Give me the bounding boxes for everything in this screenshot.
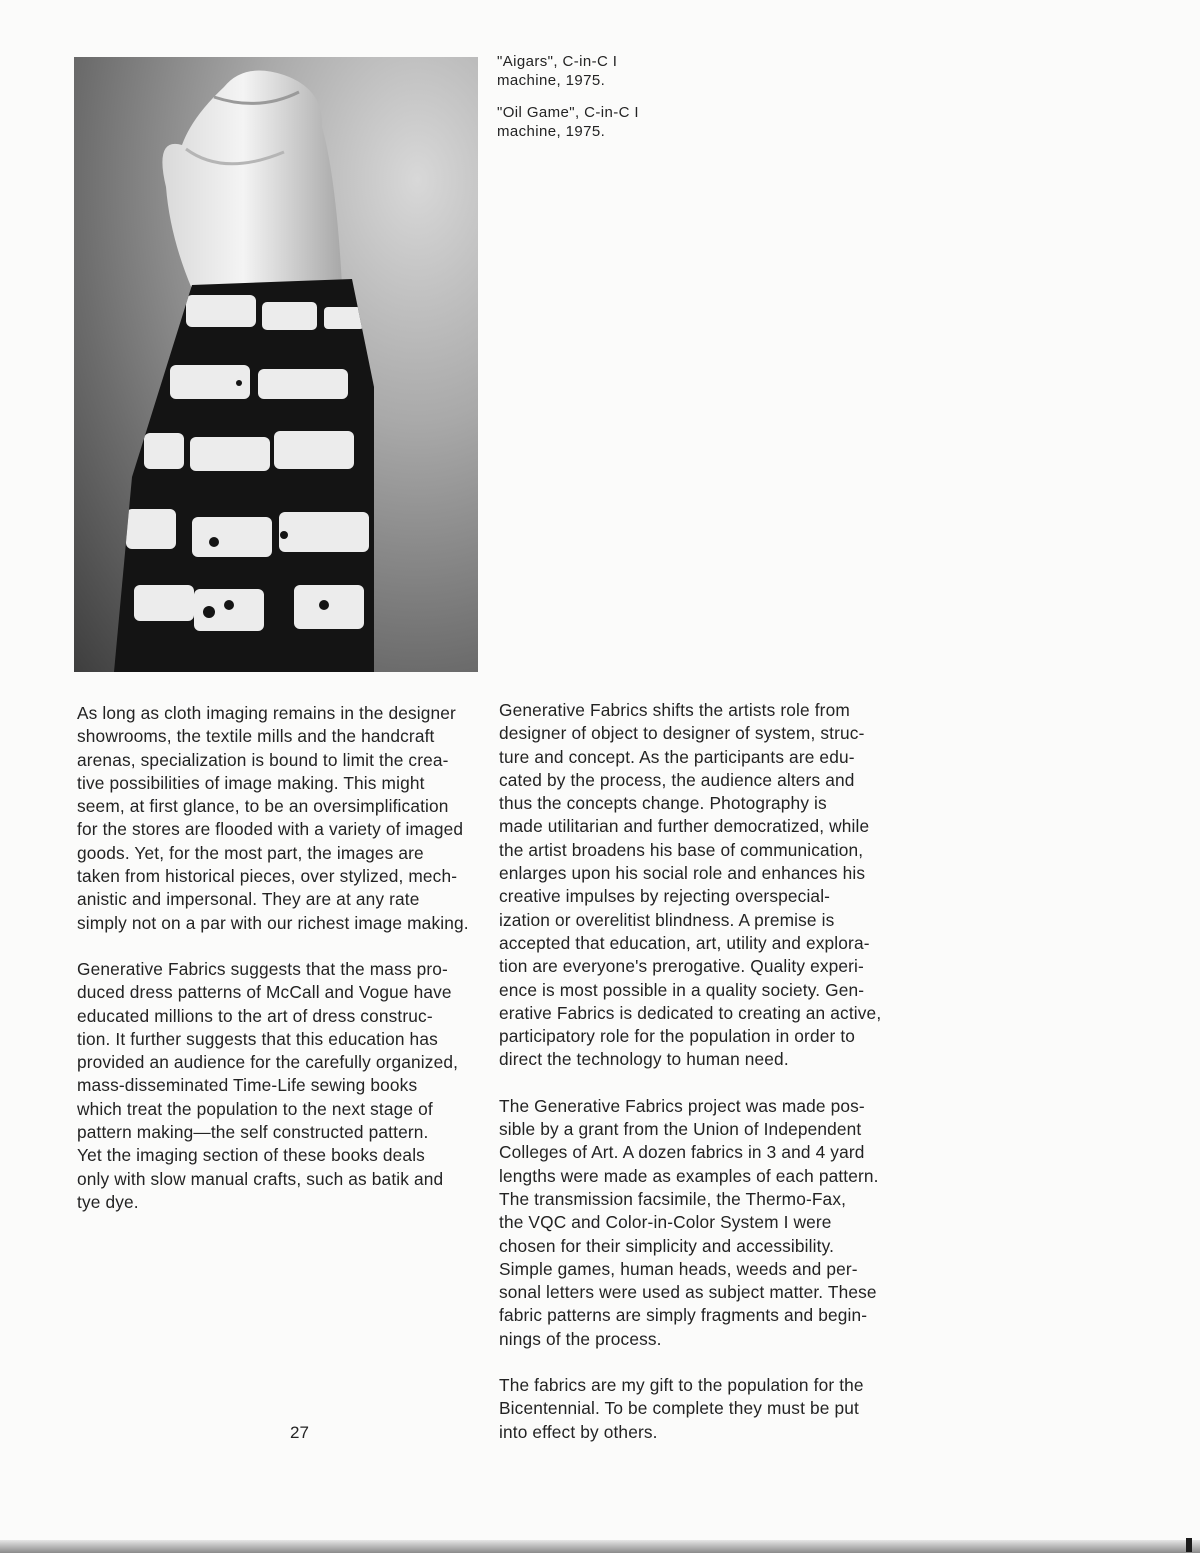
caption-aigars [497, 52, 697, 90]
text-line: Colleges of Art. A dozen fabrics in 3 and 4 yard [499, 1142, 865, 1163]
text-line: ization or overelitist blindness. A premise is [499, 909, 835, 930]
text-line: participatory role for the population in order to [499, 1026, 856, 1047]
page-number: 27 [290, 1423, 309, 1442]
caption-oil-game [497, 103, 697, 141]
text-line: sonal letters were used as subject matter. These [499, 1282, 877, 1303]
mannequin-photo [74, 57, 478, 672]
text-line: showrooms, the textile mills and the handcraft [77, 726, 435, 747]
text-line: tion are everyone's prerogative. Quality experi- [499, 956, 864, 977]
text-line: Simple games, human heads, weeds and per- [499, 1258, 858, 1279]
caption-line: "Oil Game", C-in-C I [497, 104, 639, 121]
text-line: sible by a grant from the Union of Independent [499, 1119, 862, 1140]
text-line: pattern making—the self constructed pattern. [77, 1122, 429, 1143]
text-line: designer of object to designer of system, struc- [499, 723, 865, 744]
text-line: lengths were made as examples of each pattern. [499, 1165, 879, 1186]
text-line: anistic and impersonal. They are at any rate [77, 889, 420, 910]
caption-line: "Aigars", C-in-C I [497, 53, 618, 70]
text-line: tye dye. [77, 1191, 139, 1212]
right-column [499, 699, 899, 1467]
text-line: cated by the process, the audience alters and [499, 769, 855, 790]
page-bottom-edge [0, 1540, 1200, 1553]
photo-captions [497, 52, 697, 154]
mannequin-figure-graphic [74, 57, 478, 672]
caption-line: machine, 1975. [497, 123, 606, 140]
text-line: direct the technology to human need. [499, 1049, 789, 1070]
text-line: ence is most possible in a quality society. Gen- [499, 979, 865, 1000]
text-line: chosen for their simplicity and accessibility. [499, 1235, 835, 1256]
text-line: simply not on a par with our richest image making. [77, 912, 469, 933]
text-line: ture and concept. As the participants are edu- [499, 746, 855, 767]
text-line: taken from historical pieces, over stylized, mech- [77, 866, 458, 887]
text-line: only with slow manual crafts, such as batik and [77, 1168, 444, 1189]
text-line: accepted that education, art, utility and explora- [499, 932, 870, 953]
text-line: fabric patterns are simply fragments and begin- [499, 1305, 868, 1326]
text-line: The Generative Fabrics project was made pos- [499, 1095, 865, 1116]
text-line: goods. Yet, for the most part, the images are [77, 842, 424, 863]
printed-skirt [104, 272, 394, 672]
text-line: which treat the population to the next stage of [77, 1098, 433, 1119]
text-line: made utilitarian and further democratized, while [499, 816, 870, 837]
text-line: tion. It further suggests that this education has [77, 1028, 438, 1049]
text-line: seem, at first glance, to be an oversimplification [77, 796, 449, 817]
text-line: the artist broadens his base of communication, [499, 839, 864, 860]
caption-line: machine, 1975. [497, 72, 606, 89]
text-line: educated millions to the art of dress construc- [77, 1005, 433, 1026]
text-line: thus the concepts change. Photography is [499, 793, 827, 814]
text-line: The transmission facsimile, the Thermo-Fax, [499, 1188, 847, 1209]
text-line: into effect by others. [499, 1421, 658, 1442]
text-line: Yet the imaging section of these books deals [77, 1145, 425, 1166]
right-paragraph-1 [499, 699, 899, 1072]
left-paragraph-1 [77, 702, 477, 935]
text-line: arenas, specialization is bound to limit the crea- [77, 749, 449, 770]
text-line: the VQC and Color-in-Color System I were [499, 1212, 832, 1233]
scan-corner-mark [1186, 1538, 1192, 1552]
text-line: nings of the process. [499, 1328, 662, 1349]
right-paragraph-2 [499, 1095, 899, 1351]
text-line: mass-disseminated Time-Life sewing books [77, 1075, 418, 1096]
text-line: provided an audience for the carefully organized, [77, 1052, 459, 1073]
left-paragraph-2 [77, 958, 477, 1214]
right-paragraph-3 [499, 1374, 899, 1444]
text-line: for the stores are flooded with a variety of imaged [77, 819, 464, 840]
text-line: Generative Fabrics shifts the artists role from [499, 700, 850, 720]
left-column [77, 702, 477, 1237]
text-line: erative Fabrics is dedicated to creating an active, [499, 1002, 882, 1023]
text-line: duced dress patterns of McCall and Vogue have [77, 982, 452, 1003]
text-line: tive possibilities of image making. This might [77, 772, 425, 793]
text-line: Generative Fabrics suggests that the mass pro- [77, 958, 448, 979]
text-line: enlarges upon his social role and enhances his [499, 863, 866, 884]
text-line: As long as cloth imaging remains in the designer [77, 703, 456, 723]
text-line: Bicentennial. To be complete they must be put [499, 1398, 859, 1419]
text-line: The fabrics are my gift to the population for the [499, 1375, 864, 1396]
text-line: creative impulses by rejecting overspecial- [499, 886, 831, 907]
